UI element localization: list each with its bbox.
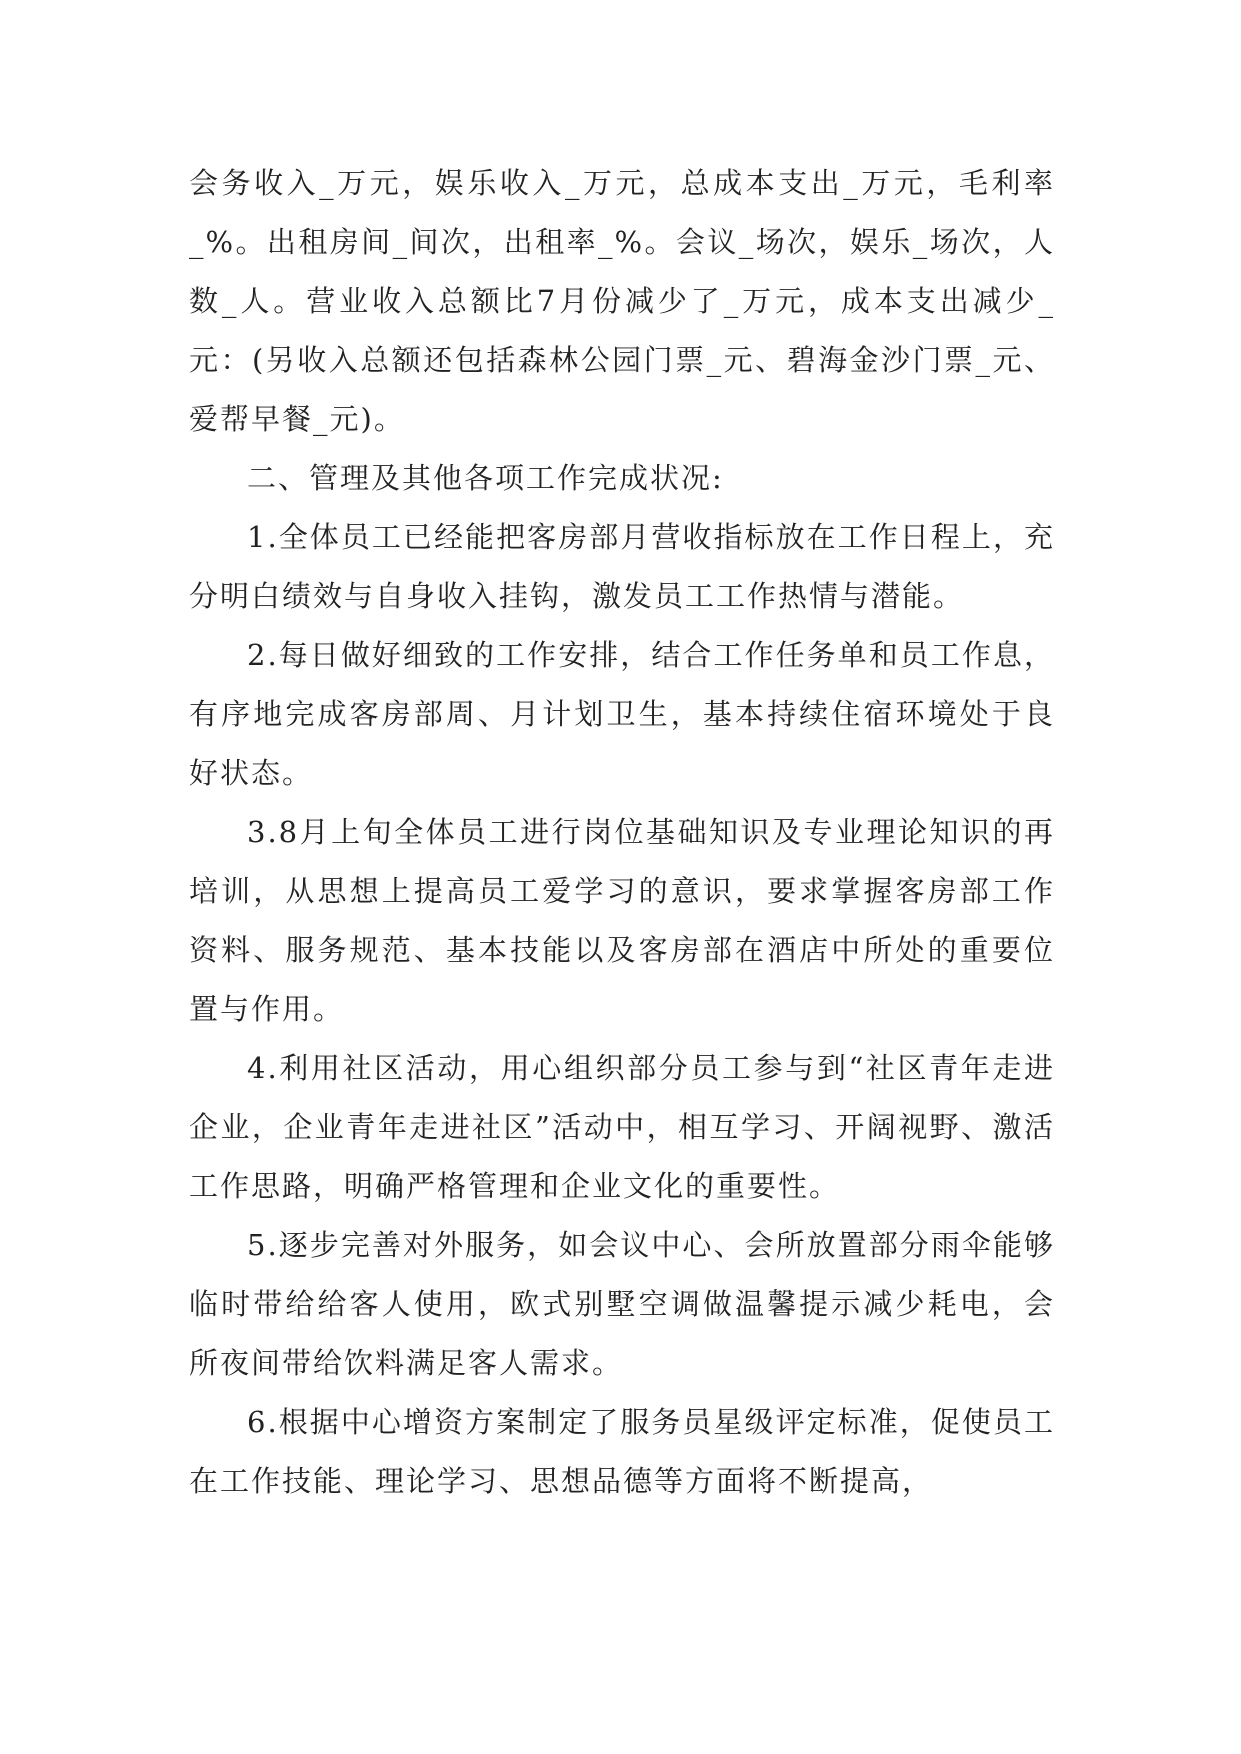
paragraph-item-2: 2.每日做好细致的工作安排，结合工作任务单和员工作息，有序地完成客房部周、月计划卫生，基本持续住宿环境处于良好状态。 <box>189 638 1055 790</box>
paragraph-item-1: 1.全体员工已经能把客房部月营收指标放在工作日程上，充分明白绩效与自身收入挂钩，激发员工工作热情与潜能。 <box>189 520 1055 613</box>
paragraph-item-5: 5.逐步完善对外服务，如会议中心、会所放置部分雨伞能够临时带给给客人使用，欧式别墅空调做温馨提示减少耗电，会所夜间带给饮料满足客人需求。 <box>189 1228 1055 1380</box>
paragraph-item-3: 3.8月上旬全体员工进行岗位基础知识及专业理论知识的再培训，从思想上提高员工爱学习的意识，要求掌握客房部工作资料、服务规范、基本技能以及客房部在酒店中所处的重要位置与作用。 <box>189 815 1055 1026</box>
section-heading-management: 二、管理及其他各项工作完成状况: <box>247 461 724 495</box>
paragraph-revenue-summary: 会务收入_万元，娱乐收入_万元，总成本支出_万元，毛利率_%。出租房间_间次，出租率_%。会议_场次，娱乐_场次，人数_人。营业收入总额比7月份减少了_万元，成本支出减少_元：(另收入总额还包括森林公园门票_元、碧海金沙门票_元、爱帮早餐_元)。 <box>189 166 1055 436</box>
paragraph-item-6: 6.根据中心增资方案制定了服务员星级评定标准，促使员工在工作技能、理论学习、思想品德等方面将不断提高， <box>189 1405 1055 1498</box>
paragraph-item-4: 4.利用社区活动，用心组织部分员工参与到“社区青年走进企业，企业青年走进社区”活动中，相互学习、开阔视野、激活工作思路，明确严格管理和企业文化的重要性。 <box>189 1051 1055 1203</box>
document-body <box>189 154 1055 1511</box>
